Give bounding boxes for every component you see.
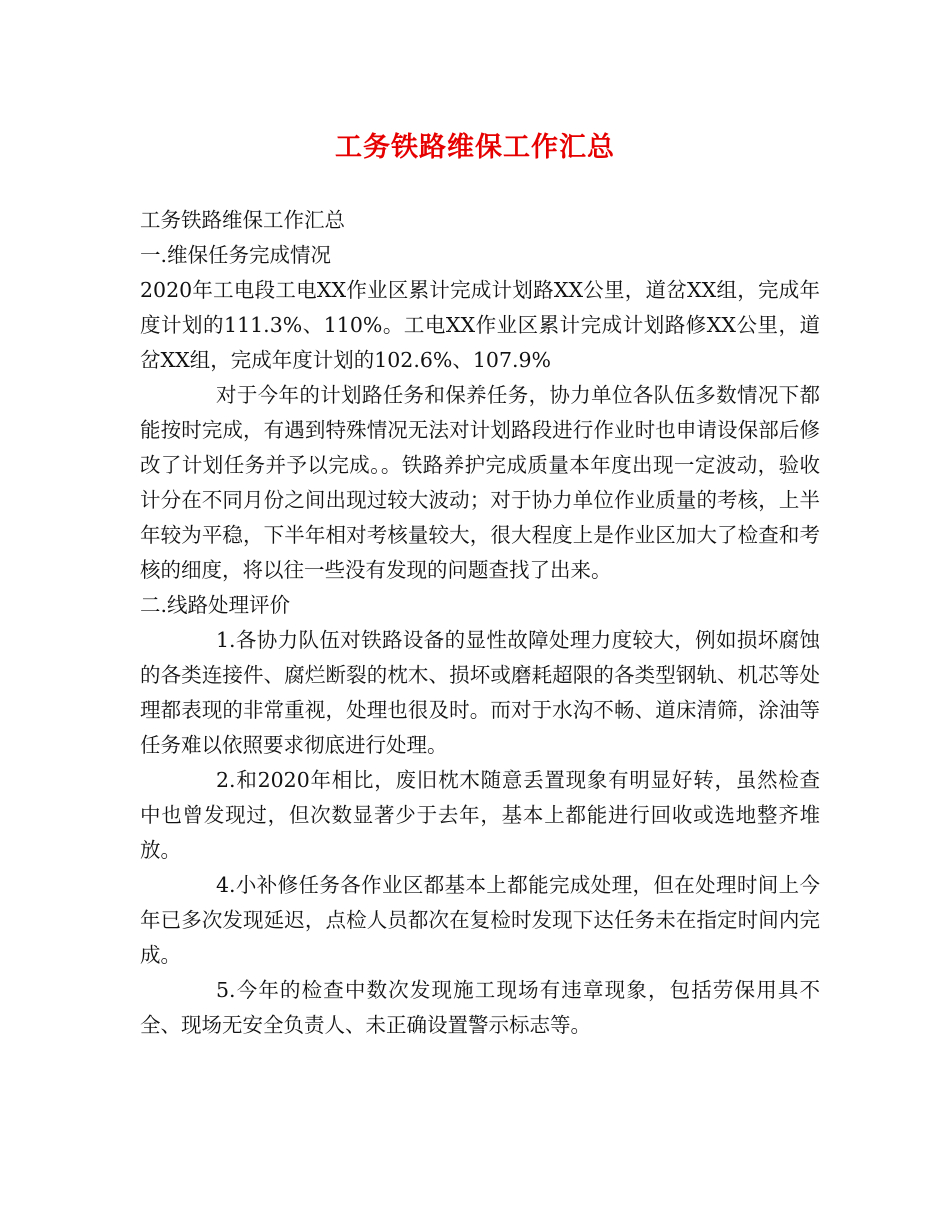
paragraph-item-5: 5.今年的检查中数次发现施工现场有违章现象，包括劳保用具不全、现场无安全负责人、未正确设置警示标志等。 bbox=[140, 978, 820, 1037]
paragraph-completion-stats: 2020年工电段工电XX作业区累计完成计划路XX公里，道岔XX组，完成年度计划的111.3%、110%。工电XX作业区累计完成计划路修XX公里，道岔XX组，完成年度计划的102.6%、107.9% bbox=[140, 278, 820, 372]
paragraph-heading: 工务铁路维保工作汇总 bbox=[140, 208, 345, 232]
section-heading-1: 一.维保任务完成情况 bbox=[140, 243, 332, 267]
document-title: 工务铁路维保工作汇总 bbox=[335, 132, 615, 163]
paragraph-item-2: 2.和2020年相比，废旧枕木随意丢置现象有明显好转，虽然检查中也曾发现过，但次数显著少于去年，基本上都能进行回收或选地整齐堆放。 bbox=[140, 768, 820, 862]
paragraph-item-4: 4.小补修任务各作业区都基本上都能完成处理，但在处理时间上今年已多次发现延迟，点检人员都次在复检时发现下达任务未在指定时间内完成。 bbox=[140, 873, 820, 967]
paragraph-task-completion: 对于今年的计划路任务和保养任务，协力单位各队伍多数情况下都能按时完成，有遇到特殊情况无法对计划路段进行作业时也申请设保部后修改了计划任务并予以完成。。铁路养护完成质量本年度出现一定波动，验收计分在不同月份之间出现过较大波动；对于协力单位作业质量的考核，上半年较为平稳，下半年相对考核量较大，很大程度上是作业区加大了检查和考核的细度，将以往一些没有发现的问题查找了出来。 bbox=[140, 383, 820, 582]
section-heading-2: 二.线路处理评价 bbox=[140, 593, 291, 617]
paragraph-item-1: 1.各协力队伍对铁路设备的显性故障处理力度较大，例如损坏腐蚀的各类连接件、腐烂断裂的枕木、损坏或磨耗超限的各类型钢轨、机芯等处理都表现的非常重视，处理也很及时。而对于水沟不畅、道床清筛，涂油等任务难以依照要求彻底进行处理。 bbox=[140, 628, 820, 757]
document-body bbox=[140, 203, 820, 1043]
